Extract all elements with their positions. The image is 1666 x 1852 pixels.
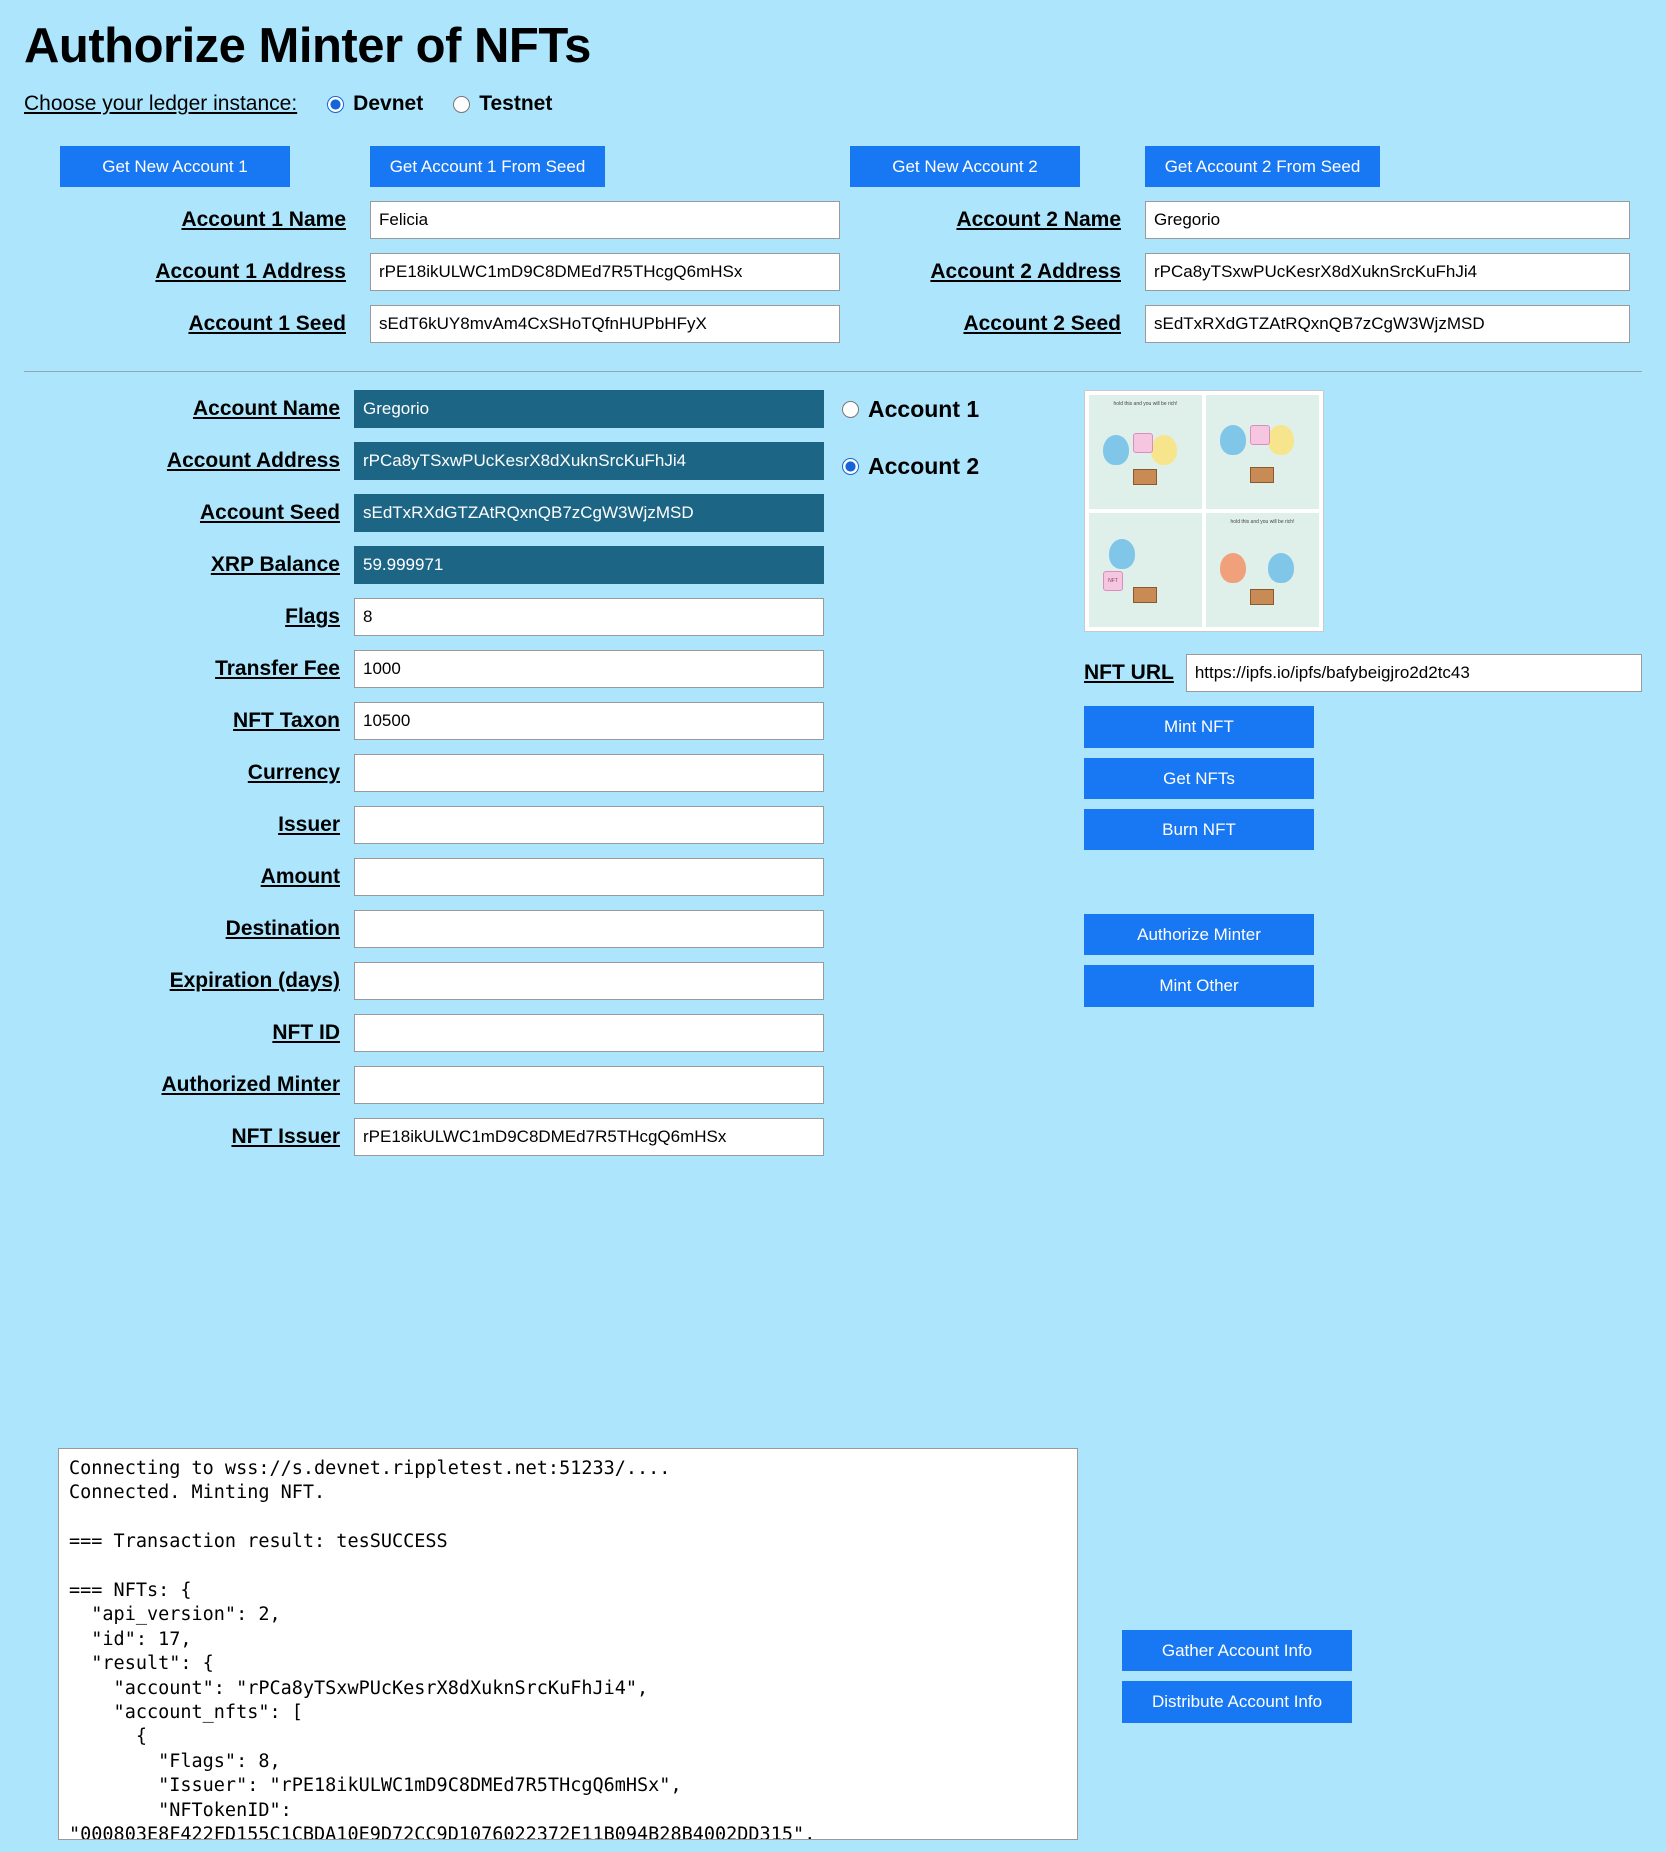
get-account-2-from-seed-button[interactable]: Get Account 2 From Seed (1145, 146, 1380, 187)
box-icon (1250, 589, 1274, 605)
account-name-label: Account Name (192, 397, 340, 421)
amount-label: Amount (260, 865, 340, 889)
account-1-name-input[interactable] (370, 201, 840, 239)
ledger-instance-row (24, 92, 1642, 116)
nft-tile-4-caption: hold this and you will be rich! (1230, 519, 1295, 526)
page-title: Authorize Minter of NFTs (24, 19, 591, 73)
bird-icon (1268, 425, 1294, 455)
burn-nft-button[interactable]: Burn NFT (1084, 809, 1314, 850)
account-1-radio[interactable] (842, 401, 859, 418)
nft-action-buttons (1084, 706, 1314, 1006)
get-new-account-1-button[interactable]: Get New Account 1 (60, 146, 290, 187)
nft-tile-1-caption: hold this and you will be rich! (1113, 401, 1178, 408)
nft-taxon-input[interactable] (354, 702, 824, 740)
account-2-name-input[interactable] (1145, 201, 1630, 239)
account-2-radio[interactable] (842, 458, 859, 475)
transfer-fee-label: Transfer Fee (215, 657, 340, 681)
get-nfts-button[interactable]: Get NFTs (1084, 758, 1314, 799)
account-2-address-label: Account 2 Address (930, 260, 1121, 284)
account-2-name-label: Account 2 Name (956, 208, 1121, 232)
destination-input[interactable] (354, 910, 824, 948)
bird-icon (1268, 553, 1294, 583)
account-1-name-label: Account 1 Name (181, 208, 346, 232)
account-address-input[interactable] (354, 442, 824, 480)
get-account-1-from-seed-button[interactable]: Get Account 1 From Seed (370, 146, 605, 187)
amount-input[interactable] (354, 858, 824, 896)
flags-label: Flags (285, 605, 340, 629)
distribute-account-info-button[interactable]: Distribute Account Info (1122, 1681, 1352, 1722)
currency-input[interactable] (354, 754, 824, 792)
nft-id-input[interactable] (354, 1014, 824, 1052)
box-icon (1250, 467, 1274, 483)
issuer-input[interactable] (354, 806, 824, 844)
account-2-seed-input[interactable] (1145, 305, 1630, 343)
get-new-account-2-button[interactable]: Get New Account 2 (850, 146, 1080, 187)
bottom-action-buttons (1122, 1630, 1352, 1723)
bird-icon (1220, 553, 1246, 583)
account-2-address-input[interactable] (1145, 253, 1630, 291)
nft-issuer-input[interactable] (354, 1118, 824, 1156)
bird-icon (1109, 539, 1135, 569)
authorize-minter-button[interactable]: Authorize Minter (1084, 914, 1314, 955)
account-name-input[interactable] (354, 390, 824, 428)
nft-id-label: NFT ID (272, 1021, 340, 1045)
nft-issuer-label: NFT Issuer (231, 1125, 340, 1149)
ledger-option-devnet[interactable] (327, 92, 423, 116)
nft-url-label: NFT URL (1084, 661, 1174, 685)
mint-nft-button[interactable]: Mint NFT (1084, 706, 1314, 747)
nft-form-fields (24, 390, 824, 1156)
account-1-seed-label: Account 1 Seed (188, 312, 346, 336)
account-seed-input[interactable] (354, 494, 824, 532)
nft-url-row (1084, 654, 1642, 692)
ledger-instance-label: Choose your ledger instance: (24, 92, 298, 115)
gather-account-info-button[interactable]: Gather Account Info (1122, 1630, 1352, 1671)
account-1-address-label: Account 1 Address (155, 260, 346, 284)
account-address-label: Account Address (166, 449, 340, 473)
mint-other-button[interactable]: Mint Other (1084, 965, 1314, 1006)
nft-tile-3 (1089, 513, 1202, 627)
account-1-option[interactable] (842, 396, 1084, 423)
devnet-radio[interactable] (327, 96, 344, 113)
account-2-seed-label: Account 2 Seed (963, 312, 1121, 336)
nft-tile-2 (1206, 395, 1319, 509)
transfer-fee-input[interactable] (354, 650, 824, 688)
nft-tag-icon: NFT (1103, 571, 1123, 591)
testnet-radio[interactable] (453, 96, 470, 113)
nft-taxon-label: NFT Taxon (233, 709, 340, 733)
authorized-minter-input[interactable] (354, 1066, 824, 1104)
xrp-balance-label: XRP Balance (210, 553, 340, 577)
main-section (24, 390, 1642, 1156)
nft-preview-image (1084, 390, 1324, 632)
destination-label: Destination (225, 917, 340, 941)
nft-url-input[interactable] (1186, 654, 1642, 692)
account-2-option[interactable] (842, 453, 1084, 480)
tag-icon (1133, 433, 1153, 453)
nft-tile-4 (1206, 513, 1319, 627)
devnet-label[interactable]: Devnet (353, 92, 424, 115)
nft-panel (1084, 390, 1642, 1006)
account-seed-label: Account Seed (199, 501, 340, 525)
currency-label: Currency (247, 761, 340, 785)
bird-icon (1151, 435, 1177, 465)
account-1-address-input[interactable] (370, 253, 840, 291)
testnet-label[interactable]: Testnet (479, 92, 553, 115)
nft-tile-1 (1089, 395, 1202, 509)
button-spacer (1084, 860, 1314, 904)
log-output[interactable] (58, 1448, 1078, 1840)
authorized-minter-label: Authorized Minter (161, 1073, 340, 1097)
accounts-grid (60, 146, 1642, 343)
account-selector (824, 390, 1084, 480)
flags-input[interactable] (354, 598, 824, 636)
box-icon (1133, 587, 1157, 603)
issuer-label: Issuer (278, 813, 340, 837)
expiration-input[interactable] (354, 962, 824, 1000)
xrp-balance-input[interactable] (354, 546, 824, 584)
bird-icon (1220, 425, 1246, 455)
account-1-seed-input[interactable] (370, 305, 840, 343)
account-2-option-label[interactable]: Account 2 (868, 453, 980, 480)
box-icon (1133, 469, 1157, 485)
ledger-option-testnet[interactable] (453, 92, 552, 116)
account-1-option-label[interactable]: Account 1 (868, 396, 980, 423)
expiration-label: Expiration (days) (169, 969, 340, 993)
bird-icon (1103, 435, 1129, 465)
tag-icon (1250, 425, 1270, 445)
section-divider (24, 371, 1642, 372)
